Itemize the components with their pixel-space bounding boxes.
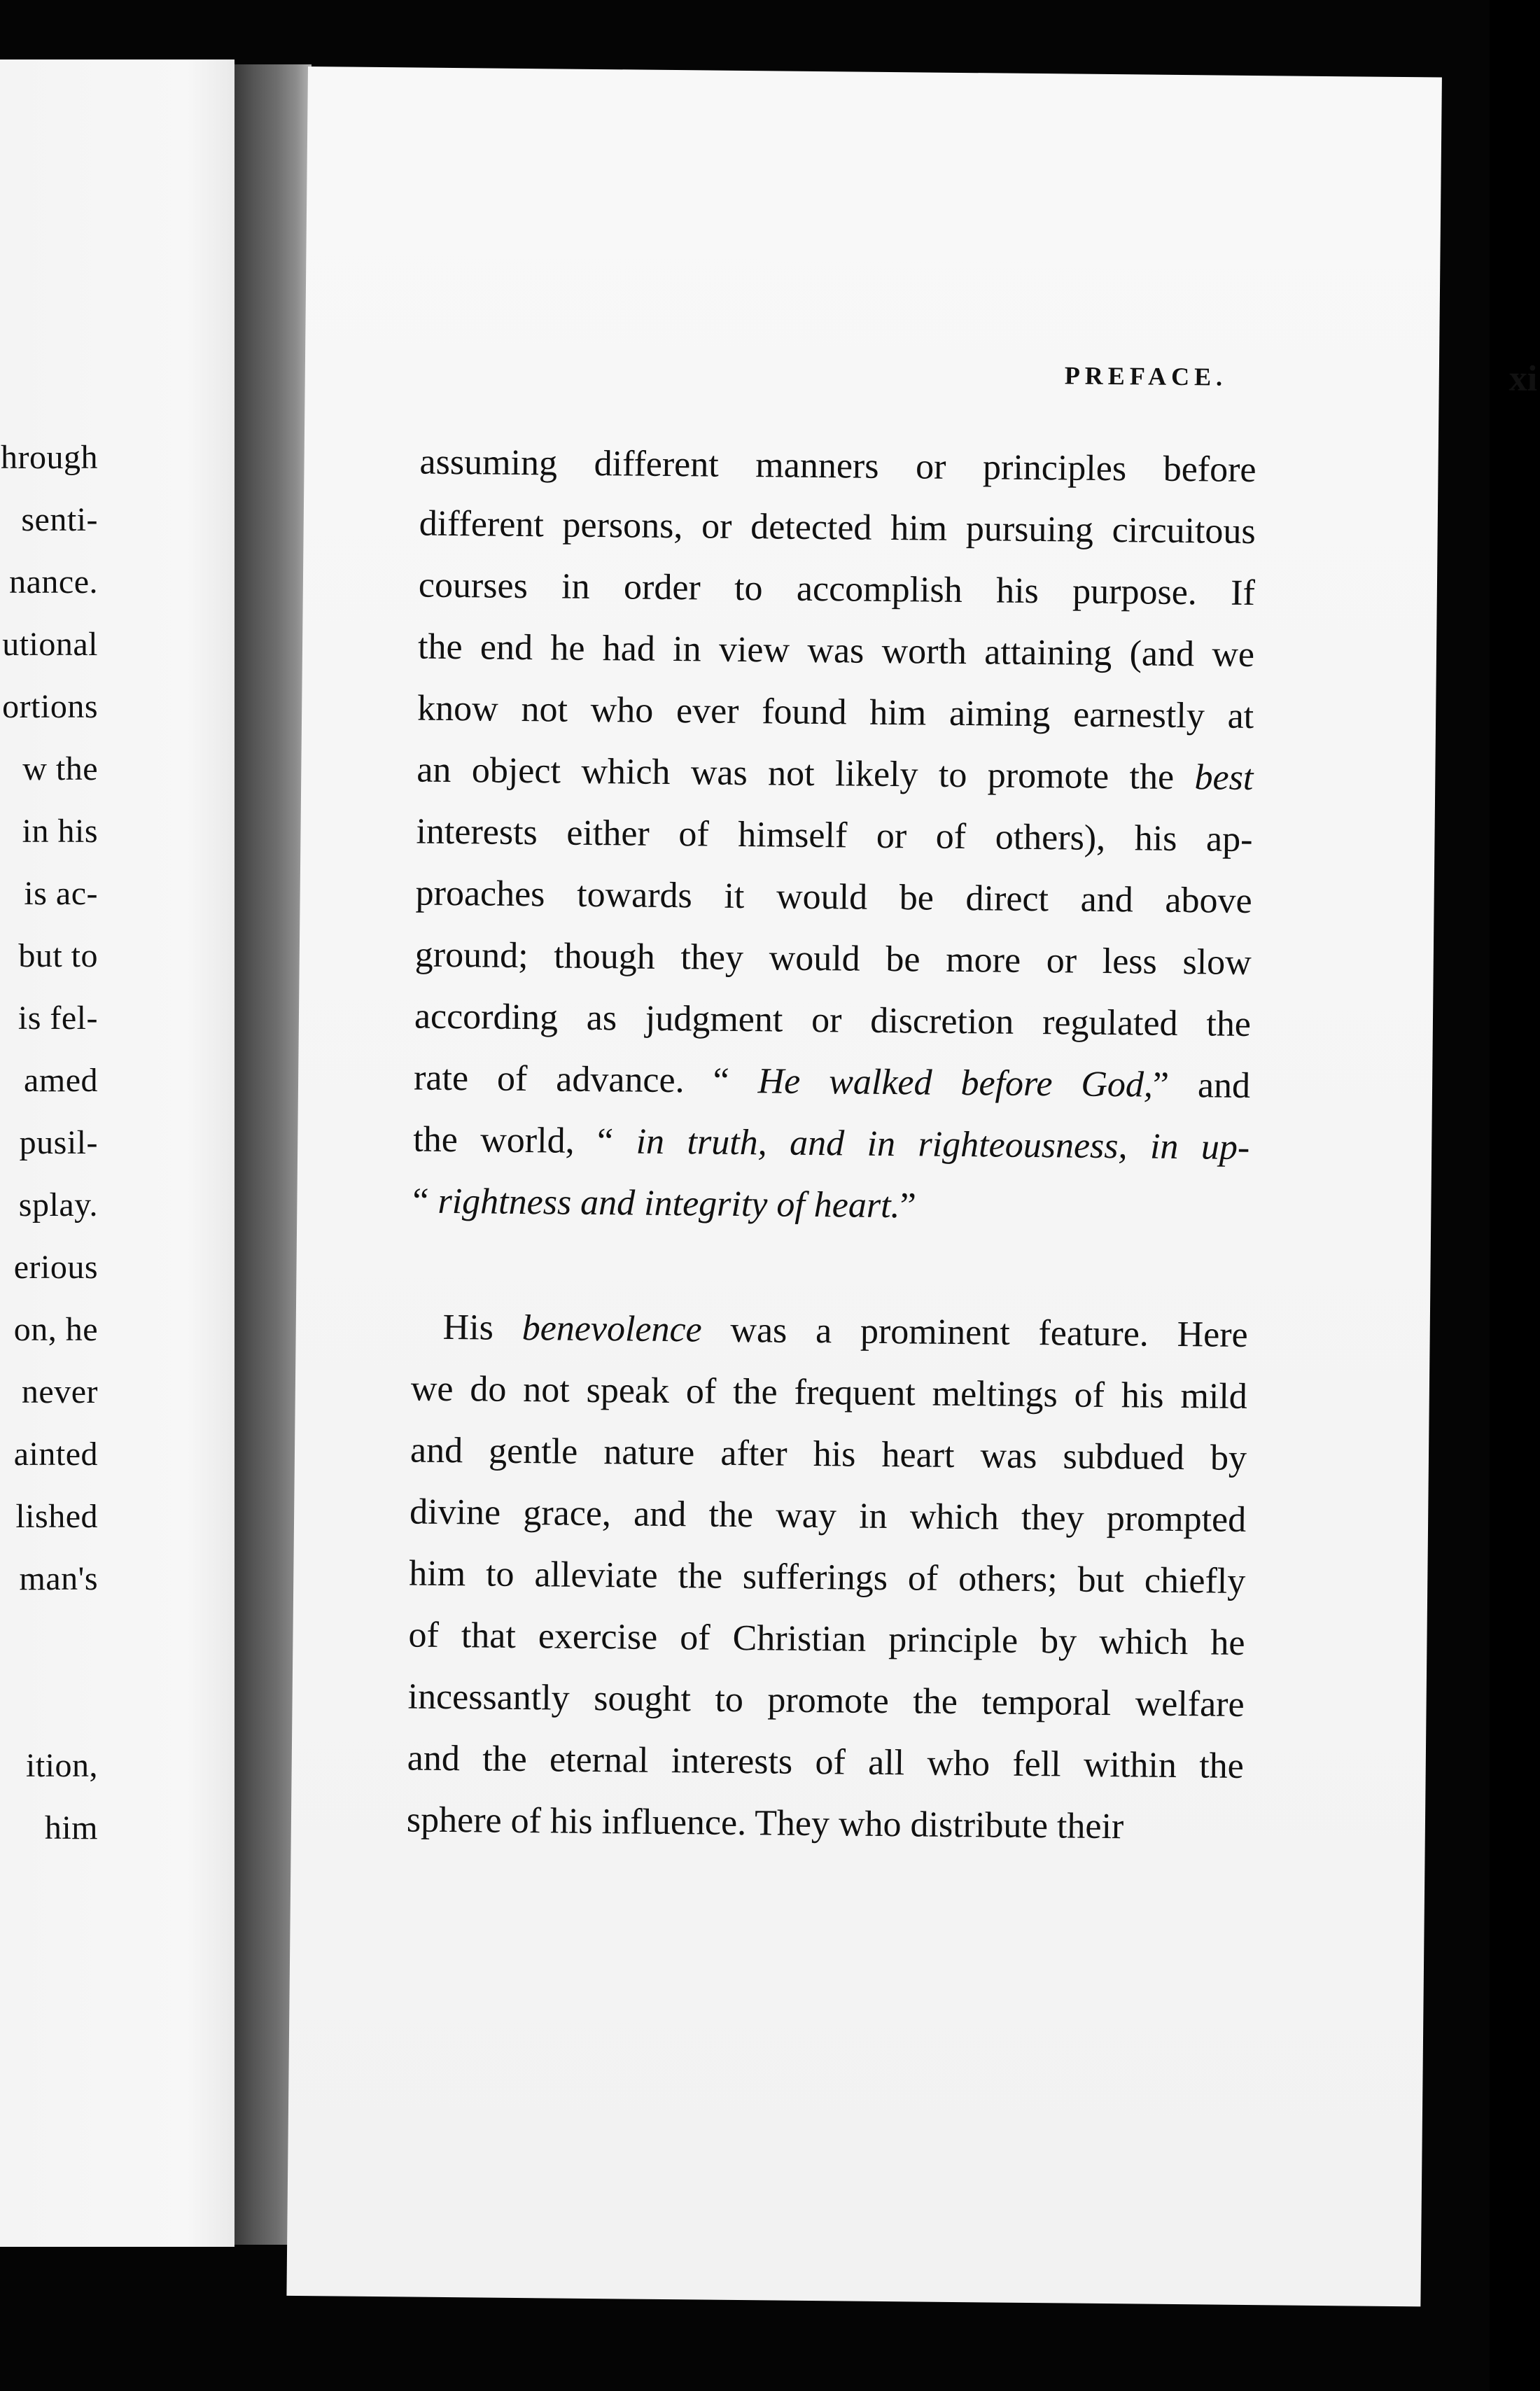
- text-run: interests either of himself or of others), his ap-: [416, 811, 1253, 860]
- text-run: different persons, or detected him pursuing circuitous: [419, 503, 1256, 552]
- text-line: [407, 1666, 1245, 1735]
- text-run: an object which was not likely to promote the: [416, 750, 1195, 798]
- text-run: was a prominent feature. Here: [701, 1310, 1248, 1355]
- text-line: [409, 1543, 1246, 1612]
- facing-page-line: him: [44, 1809, 98, 1846]
- text-run: courses in order to accomplish his purpose. If: [418, 565, 1256, 614]
- facing-page-line: amed: [24, 1062, 98, 1099]
- facing-page-line: but to: [18, 937, 98, 974]
- text-line: [418, 555, 1255, 624]
- facing-page-line: is ac-: [24, 875, 98, 912]
- text-line: [419, 493, 1256, 563]
- text-run: ground; though they would be more or less slow: [414, 934, 1252, 983]
- facing-page-line: ortions: [2, 688, 98, 725]
- text-line: [418, 617, 1255, 686]
- page-number: xi: [1508, 358, 1538, 399]
- text-run: rate of advance. “: [413, 1058, 758, 1102]
- italic-text: He walked before God,: [757, 1061, 1154, 1105]
- text-run: and gentle nature after his heart was subdued by: [410, 1430, 1247, 1478]
- text-line: [407, 1727, 1244, 1797]
- paragraph-gap: [412, 1233, 1249, 1305]
- text-line: [417, 678, 1254, 748]
- text-line: [414, 925, 1252, 994]
- italic-text: best: [1194, 757, 1254, 799]
- facing-page-line: senti-: [21, 501, 98, 538]
- facing-page-line: ainted: [13, 1436, 98, 1473]
- facing-page-line: utional: [2, 626, 98, 663]
- text-run: we do not speak of the frequent meltings of his mild: [410, 1368, 1248, 1417]
- text-run: the end he had in view was worth attaining (and we: [417, 626, 1255, 675]
- text-run: the world, “: [413, 1119, 636, 1162]
- text-line: [412, 1171, 1250, 1240]
- facing-page-line: lished: [15, 1498, 98, 1535]
- facing-page-line: splay.: [18, 1186, 98, 1223]
- text-line: [413, 1109, 1250, 1179]
- facing-page-line: is fel-: [18, 1000, 98, 1037]
- text-run: according as judgment or discretion regulated the: [414, 996, 1252, 1044]
- text-run: sphere of his influence. They who distribute their: [406, 1800, 1124, 1847]
- text-line: [414, 1048, 1251, 1117]
- page-right: [286, 66, 1538, 2306]
- italic-text: rightness and integrity of heart.: [438, 1181, 900, 1226]
- text-line: [416, 740, 1254, 809]
- text-line: [419, 432, 1256, 501]
- facing-page-line: w the: [22, 750, 98, 787]
- text-run: divine grace, and the way in which they prompted: [409, 1492, 1247, 1540]
- facing-page-line: pusil-: [19, 1124, 98, 1161]
- text-line: [415, 863, 1252, 932]
- text-line: [414, 986, 1252, 1056]
- facing-page-line: nance.: [9, 563, 98, 601]
- facing-page-line: ition,: [25, 1747, 98, 1784]
- text-run: His: [442, 1307, 523, 1349]
- text-run: proaches towards it would be direct and above: [415, 873, 1252, 921]
- facing-page-line: man's: [19, 1560, 98, 1597]
- italic-text: benevolence: [522, 1308, 702, 1350]
- text-run: assuming different manners or principles before: [419, 442, 1256, 491]
- body-text: [407, 432, 1256, 1859]
- text-run: and the eternal interests of all who fell within the: [407, 1738, 1245, 1786]
- facing-page-line: never: [21, 1373, 98, 1410]
- facing-page-line: on, he: [13, 1311, 98, 1348]
- facing-page-line: erious: [13, 1249, 98, 1286]
- text-run: him to alleviate the sufferings of others; but chiefly: [409, 1553, 1246, 1601]
- text-run: ”: [899, 1186, 916, 1226]
- text-run: ” and: [1152, 1065, 1251, 1106]
- facing-page-line: hrough: [1, 439, 98, 476]
- text-line: [410, 1358, 1247, 1427]
- text-run: “: [412, 1181, 438, 1221]
- text-line: [416, 801, 1253, 871]
- italic-text: in truth, and in righteousness, in up-: [636, 1121, 1250, 1168]
- facing-page-line: in his: [22, 813, 98, 850]
- running-head: PREFACE.: [1064, 361, 1228, 391]
- text-line: [407, 1789, 1244, 1858]
- text-run: know not who ever found him aiming earnestly at: [416, 688, 1254, 737]
- text-run: of that exercise of Christian principle by which he: [408, 1615, 1245, 1663]
- text-run: incessantly sought to promote the temporal welfare: [407, 1676, 1245, 1725]
- text-line: [408, 1604, 1245, 1674]
- text-line: [410, 1419, 1247, 1489]
- text-line: [410, 1481, 1247, 1550]
- text-line: [411, 1297, 1248, 1366]
